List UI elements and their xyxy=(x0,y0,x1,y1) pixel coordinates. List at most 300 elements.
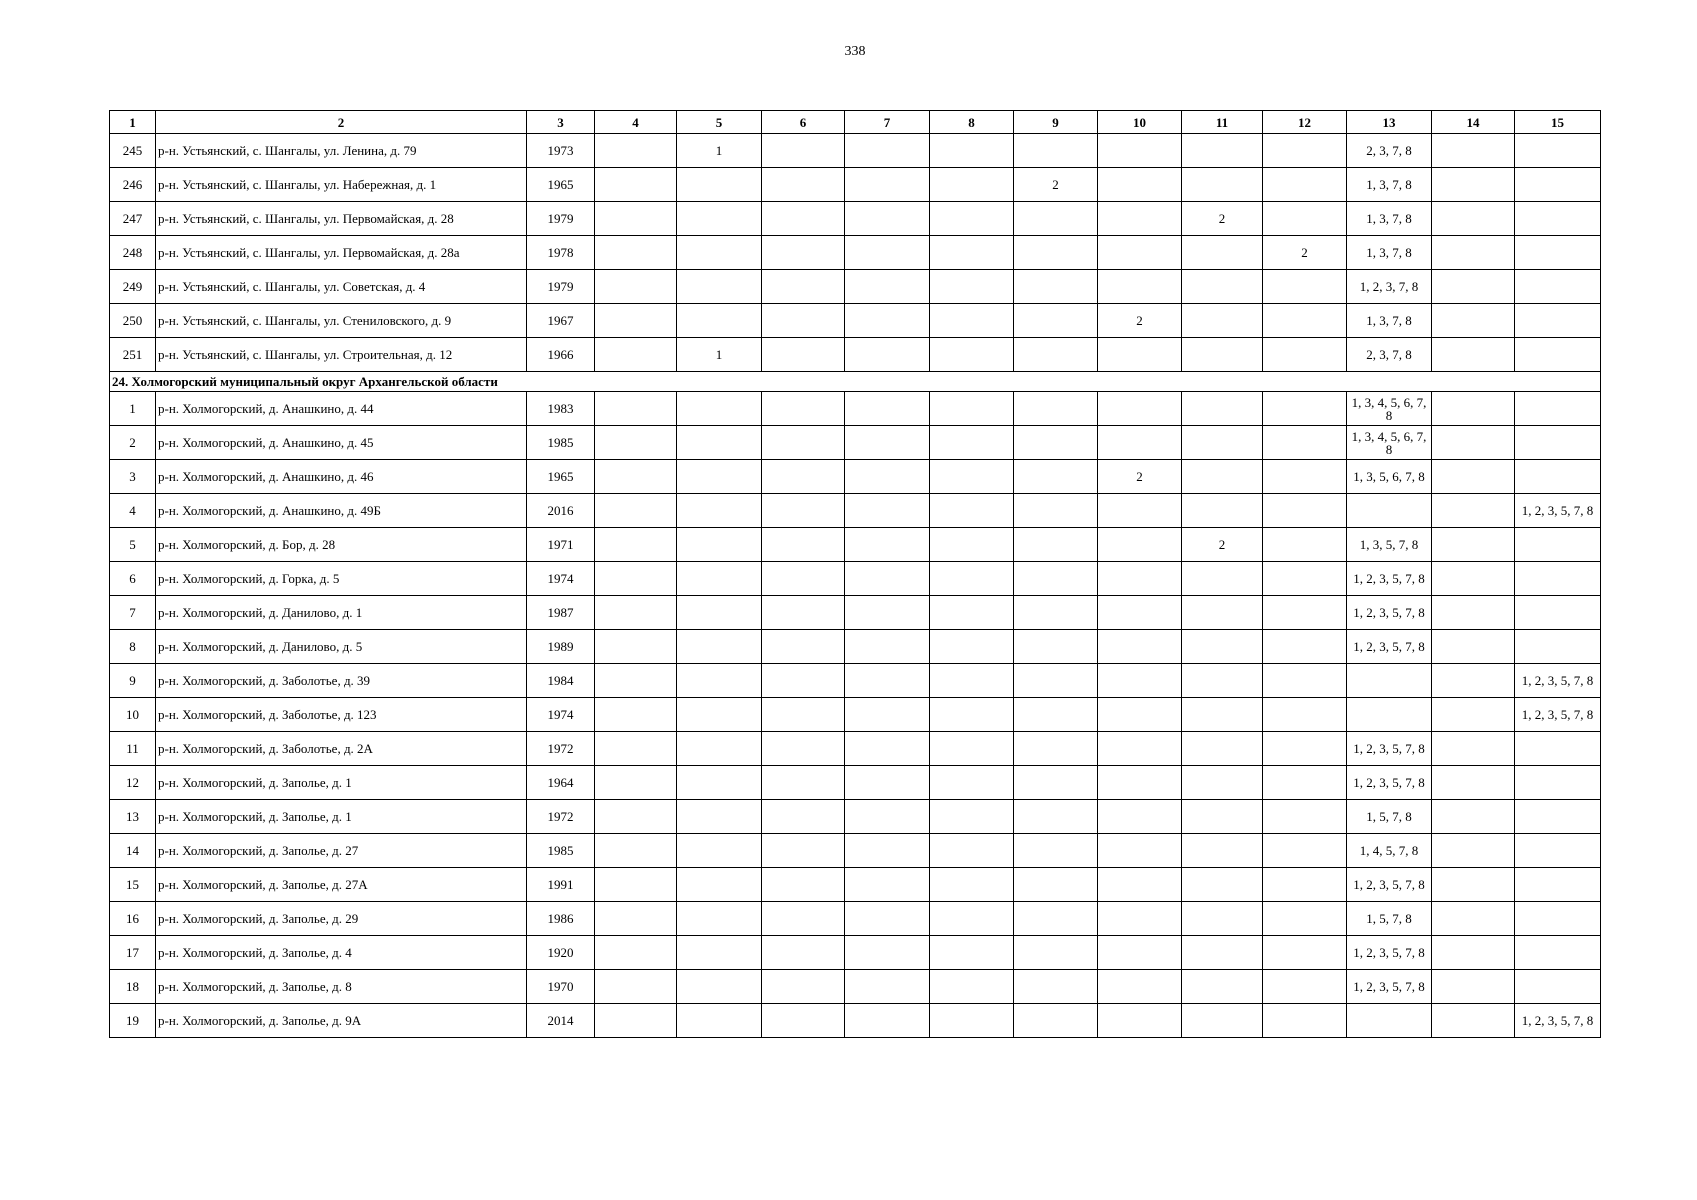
table-cell-13 xyxy=(1347,494,1432,528)
table-cell-15 xyxy=(1515,202,1601,236)
table-cell-3: 1920 xyxy=(527,936,595,970)
table-cell-5 xyxy=(677,236,762,270)
table-cell-4 xyxy=(595,426,677,460)
table-cell-7 xyxy=(845,338,930,372)
table-cell-3: 1985 xyxy=(527,834,595,868)
table-cell-10 xyxy=(1098,392,1182,426)
table-cell-6 xyxy=(762,168,845,202)
table-cell-11 xyxy=(1182,562,1263,596)
table-cell-8 xyxy=(930,426,1014,460)
table-cell-13: 1, 2, 3, 5, 7, 8 xyxy=(1347,596,1432,630)
table-cell-7 xyxy=(845,664,930,698)
table-cell-5 xyxy=(677,630,762,664)
table-cell-15 xyxy=(1515,936,1601,970)
table-row xyxy=(110,1004,1601,1038)
table-cell-14 xyxy=(1432,562,1515,596)
table-row xyxy=(110,902,1601,936)
table-cell-10 xyxy=(1098,596,1182,630)
column-header-12: 12 xyxy=(1263,111,1347,134)
table-cell-9 xyxy=(1014,732,1098,766)
table-cell-3: 1985 xyxy=(527,426,595,460)
table-cell-8 xyxy=(930,596,1014,630)
table-cell-10: 2 xyxy=(1098,304,1182,338)
table-cell-9 xyxy=(1014,304,1098,338)
table-cell-7 xyxy=(845,270,930,304)
table-cell-9 xyxy=(1014,236,1098,270)
table-cell-1: 19 xyxy=(110,1004,156,1038)
table-cell-1: 249 xyxy=(110,270,156,304)
table-cell-15 xyxy=(1515,596,1601,630)
table-cell-1: 8 xyxy=(110,630,156,664)
table-cell-15: 1, 2, 3, 5, 7, 8 xyxy=(1515,1004,1601,1038)
table-cell-14 xyxy=(1432,664,1515,698)
table-cell-15 xyxy=(1515,426,1601,460)
table-cell-3: 2016 xyxy=(527,494,595,528)
table-cell-6 xyxy=(762,270,845,304)
table-cell-9 xyxy=(1014,134,1098,168)
table-cell-14 xyxy=(1432,460,1515,494)
table-cell-4 xyxy=(595,868,677,902)
table-cell-12 xyxy=(1263,134,1347,168)
table-cell-14 xyxy=(1432,732,1515,766)
table-cell-4 xyxy=(595,800,677,834)
table-row xyxy=(110,304,1601,338)
table-cell-3: 1967 xyxy=(527,304,595,338)
section-header-row xyxy=(110,372,1601,392)
table-cell-6 xyxy=(762,134,845,168)
table-cell-14 xyxy=(1432,236,1515,270)
table-cell-12 xyxy=(1263,630,1347,664)
table-cell-2: р-н. Устьянский, с. Шангалы, ул. Стениловского, д. 9 xyxy=(156,304,527,338)
column-header-6: 6 xyxy=(762,111,845,134)
table-cell-4 xyxy=(595,630,677,664)
table-cell-6 xyxy=(762,630,845,664)
table-cell-5 xyxy=(677,766,762,800)
table-cell-9 xyxy=(1014,1004,1098,1038)
table-cell-10 xyxy=(1098,732,1182,766)
table-cell-3: 1986 xyxy=(527,902,595,936)
table-row xyxy=(110,766,1601,800)
table-cell-9 xyxy=(1014,834,1098,868)
table-cell-14 xyxy=(1432,168,1515,202)
table-cell-12: 2 xyxy=(1263,236,1347,270)
table-cell-14 xyxy=(1432,698,1515,732)
table-row xyxy=(110,868,1601,902)
table-cell-4 xyxy=(595,766,677,800)
table-cell-7 xyxy=(845,202,930,236)
table-row xyxy=(110,338,1601,372)
column-header-8: 8 xyxy=(930,111,1014,134)
table-cell-12 xyxy=(1263,494,1347,528)
table-cell-15 xyxy=(1515,868,1601,902)
table-cell-11 xyxy=(1182,970,1263,1004)
table-cell-12 xyxy=(1263,596,1347,630)
table-cell-11 xyxy=(1182,766,1263,800)
table-cell-8 xyxy=(930,936,1014,970)
table-cell-11 xyxy=(1182,630,1263,664)
table-cell-12 xyxy=(1263,732,1347,766)
table-cell-7 xyxy=(845,868,930,902)
table-cell-6 xyxy=(762,766,845,800)
table-cell-13 xyxy=(1347,1004,1432,1038)
table-cell-1: 14 xyxy=(110,834,156,868)
table-cell-3: 1974 xyxy=(527,698,595,732)
table-cell-13: 1, 5, 7, 8 xyxy=(1347,800,1432,834)
table-cell-5 xyxy=(677,936,762,970)
table-cell-1: 7 xyxy=(110,596,156,630)
table-cell-12 xyxy=(1263,868,1347,902)
table-cell-9 xyxy=(1014,664,1098,698)
table-cell-8 xyxy=(930,630,1014,664)
table-cell-6 xyxy=(762,902,845,936)
table-cell-7 xyxy=(845,562,930,596)
table-cell-12 xyxy=(1263,426,1347,460)
table-cell-10 xyxy=(1098,270,1182,304)
table-cell-4 xyxy=(595,494,677,528)
table-cell-15 xyxy=(1515,970,1601,1004)
table-cell-7 xyxy=(845,902,930,936)
column-header-5: 5 xyxy=(677,111,762,134)
table-row xyxy=(110,562,1601,596)
table-cell-8 xyxy=(930,392,1014,426)
table-cell-12 xyxy=(1263,834,1347,868)
table-row xyxy=(110,800,1601,834)
table-row xyxy=(110,732,1601,766)
section-title: 24. Холмогорский муниципальный округ Архангельской области xyxy=(110,372,1601,392)
table-cell-9 xyxy=(1014,936,1098,970)
table-cell-3: 1978 xyxy=(527,236,595,270)
table-cell-6 xyxy=(762,392,845,426)
table-cell-10 xyxy=(1098,168,1182,202)
table-cell-8 xyxy=(930,1004,1014,1038)
table-cell-6 xyxy=(762,562,845,596)
table-cell-14 xyxy=(1432,630,1515,664)
table-cell-7 xyxy=(845,494,930,528)
table-cell-2: р-н. Холмогорский, д. Анашкино, д. 46 xyxy=(156,460,527,494)
table-cell-13: 1, 3, 4, 5, 6, 7, 8 xyxy=(1347,392,1432,426)
table-cell-6 xyxy=(762,460,845,494)
table-cell-5 xyxy=(677,1004,762,1038)
table-cell-12 xyxy=(1263,338,1347,372)
table-cell-6 xyxy=(762,834,845,868)
table-cell-3: 1974 xyxy=(527,562,595,596)
table-row xyxy=(110,236,1601,270)
table-cell-9 xyxy=(1014,460,1098,494)
table-cell-5 xyxy=(677,460,762,494)
table-cell-15 xyxy=(1515,732,1601,766)
table-cell-1: 13 xyxy=(110,800,156,834)
table-cell-8 xyxy=(930,902,1014,936)
table-cell-14 xyxy=(1432,970,1515,1004)
table-cell-11 xyxy=(1182,460,1263,494)
table-cell-2: р-н. Холмогорский, д. Горка, д. 5 xyxy=(156,562,527,596)
table-cell-14 xyxy=(1432,338,1515,372)
table-cell-1: 10 xyxy=(110,698,156,732)
table-cell-2: р-н. Холмогорский, д. Данилово, д. 1 xyxy=(156,596,527,630)
table-cell-5 xyxy=(677,868,762,902)
table-cell-8 xyxy=(930,800,1014,834)
table-cell-10 xyxy=(1098,698,1182,732)
table-row xyxy=(110,596,1601,630)
table-row xyxy=(110,698,1601,732)
housing-register-table xyxy=(109,110,1601,1038)
table-cell-10 xyxy=(1098,338,1182,372)
table-cell-13: 1, 2, 3, 7, 8 xyxy=(1347,270,1432,304)
table-cell-6 xyxy=(762,732,845,766)
table-row xyxy=(110,936,1601,970)
table-cell-10 xyxy=(1098,664,1182,698)
table-cell-14 xyxy=(1432,494,1515,528)
table-cell-10: 2 xyxy=(1098,460,1182,494)
table-cell-2: р-н. Холмогорский, д. Анашкино, д. 44 xyxy=(156,392,527,426)
table-cell-15 xyxy=(1515,834,1601,868)
table-cell-1: 12 xyxy=(110,766,156,800)
table-cell-4 xyxy=(595,970,677,1004)
table-cell-1: 15 xyxy=(110,868,156,902)
table-cell-3: 1989 xyxy=(527,630,595,664)
table-cell-4 xyxy=(595,528,677,562)
table-cell-12 xyxy=(1263,902,1347,936)
table-row xyxy=(110,426,1601,460)
table-cell-13: 1, 2, 3, 5, 7, 8 xyxy=(1347,970,1432,1004)
table-cell-7 xyxy=(845,698,930,732)
table-cell-4 xyxy=(595,392,677,426)
table-cell-13: 1, 2, 3, 5, 7, 8 xyxy=(1347,868,1432,902)
table-cell-11 xyxy=(1182,270,1263,304)
table-cell-2: р-н. Устьянский, с. Шангалы, ул. Ленина, д. 79 xyxy=(156,134,527,168)
table-cell-3: 1965 xyxy=(527,168,595,202)
table-cell-7 xyxy=(845,528,930,562)
table-cell-10 xyxy=(1098,800,1182,834)
table-cell-6 xyxy=(762,868,845,902)
table-cell-6 xyxy=(762,936,845,970)
table-cell-12 xyxy=(1263,528,1347,562)
table-cell-1: 246 xyxy=(110,168,156,202)
table-cell-13 xyxy=(1347,698,1432,732)
table-cell-7 xyxy=(845,134,930,168)
table-cell-14 xyxy=(1432,1004,1515,1038)
table-cell-1: 11 xyxy=(110,732,156,766)
table-cell-12 xyxy=(1263,304,1347,338)
table-cell-2: р-н. Устьянский, с. Шангалы, ул. Первомайская, д. 28 xyxy=(156,202,527,236)
table-cell-6 xyxy=(762,426,845,460)
table-cell-12 xyxy=(1263,698,1347,732)
table-cell-2: р-н. Холмогорский, д. Заполье, д. 27А xyxy=(156,868,527,902)
table-cell-11 xyxy=(1182,494,1263,528)
table-cell-11 xyxy=(1182,426,1263,460)
table-cell-13: 2, 3, 7, 8 xyxy=(1347,134,1432,168)
table-cell-2: р-н. Холмогорский, д. Заполье, д. 8 xyxy=(156,970,527,1004)
table-cell-1: 1 xyxy=(110,392,156,426)
table-cell-7 xyxy=(845,766,930,800)
table-cell-9 xyxy=(1014,338,1098,372)
table-cell-11 xyxy=(1182,596,1263,630)
table-cell-11 xyxy=(1182,698,1263,732)
table-cell-12 xyxy=(1263,168,1347,202)
column-header-7: 7 xyxy=(845,111,930,134)
table-cell-5: 1 xyxy=(677,134,762,168)
table-cell-14 xyxy=(1432,426,1515,460)
table-cell-7 xyxy=(845,304,930,338)
table-cell-12 xyxy=(1263,766,1347,800)
table-cell-10 xyxy=(1098,630,1182,664)
table-cell-11 xyxy=(1182,168,1263,202)
table-cell-8 xyxy=(930,304,1014,338)
table-cell-12 xyxy=(1263,562,1347,596)
table-cell-10 xyxy=(1098,236,1182,270)
table-cell-6 xyxy=(762,698,845,732)
header-row xyxy=(110,111,1601,134)
table-cell-2: р-н. Холмогорский, д. Заполье, д. 4 xyxy=(156,936,527,970)
table-cell-4 xyxy=(595,338,677,372)
table-cell-9 xyxy=(1014,392,1098,426)
table-cell-5 xyxy=(677,392,762,426)
column-header-3: 3 xyxy=(527,111,595,134)
table-cell-15 xyxy=(1515,902,1601,936)
table-cell-15 xyxy=(1515,800,1601,834)
table-cell-1: 245 xyxy=(110,134,156,168)
table-row xyxy=(110,664,1601,698)
table-cell-8 xyxy=(930,236,1014,270)
table-cell-14 xyxy=(1432,528,1515,562)
table-cell-15 xyxy=(1515,270,1601,304)
table-cell-2: р-н. Холмогорский, д. Заполье, д. 1 xyxy=(156,766,527,800)
table-cell-2: р-н. Холмогорский, д. Бор, д. 28 xyxy=(156,528,527,562)
table-cell-13: 1, 3, 7, 8 xyxy=(1347,236,1432,270)
table-cell-3: 1987 xyxy=(527,596,595,630)
table-cell-14 xyxy=(1432,596,1515,630)
table-cell-15 xyxy=(1515,766,1601,800)
table-cell-5 xyxy=(677,902,762,936)
table-cell-10 xyxy=(1098,494,1182,528)
table-cell-3: 1972 xyxy=(527,732,595,766)
table-cell-12 xyxy=(1263,800,1347,834)
table-cell-5 xyxy=(677,698,762,732)
table-cell-7 xyxy=(845,426,930,460)
table-cell-12 xyxy=(1263,270,1347,304)
column-header-11: 11 xyxy=(1182,111,1263,134)
table-cell-2: р-н. Устьянский, с. Шангалы, ул. Набережная, д. 1 xyxy=(156,168,527,202)
table-cell-10 xyxy=(1098,562,1182,596)
table-cell-11 xyxy=(1182,664,1263,698)
table-row xyxy=(110,460,1601,494)
table-cell-13: 1, 2, 3, 5, 7, 8 xyxy=(1347,732,1432,766)
table-cell-9 xyxy=(1014,528,1098,562)
column-header-10: 10 xyxy=(1098,111,1182,134)
table-cell-3: 1973 xyxy=(527,134,595,168)
table-cell-6 xyxy=(762,800,845,834)
table-cell-8 xyxy=(930,664,1014,698)
table-cell-13: 1, 4, 5, 7, 8 xyxy=(1347,834,1432,868)
table-cell-11: 2 xyxy=(1182,528,1263,562)
table-cell-15: 1, 2, 3, 5, 7, 8 xyxy=(1515,664,1601,698)
table-row xyxy=(110,168,1601,202)
table-cell-14 xyxy=(1432,868,1515,902)
table-cell-13: 1, 2, 3, 5, 7, 8 xyxy=(1347,766,1432,800)
table-cell-7 xyxy=(845,392,930,426)
table-cell-15 xyxy=(1515,460,1601,494)
table-cell-11 xyxy=(1182,868,1263,902)
table-cell-2: р-н. Холмогорский, д. Анашкино, д. 45 xyxy=(156,426,527,460)
table-cell-6 xyxy=(762,1004,845,1038)
table-cell-10 xyxy=(1098,426,1182,460)
table-cell-13: 1, 2, 3, 5, 7, 8 xyxy=(1347,630,1432,664)
column-header-4: 4 xyxy=(595,111,677,134)
table-cell-2: р-н. Холмогорский, д. Заболотье, д. 123 xyxy=(156,698,527,732)
table-cell-6 xyxy=(762,236,845,270)
table-cell-3: 1965 xyxy=(527,460,595,494)
table-cell-11 xyxy=(1182,732,1263,766)
table-cell-5 xyxy=(677,168,762,202)
table-row xyxy=(110,528,1601,562)
table-cell-8 xyxy=(930,460,1014,494)
table-cell-5 xyxy=(677,970,762,1004)
table-cell-9 xyxy=(1014,562,1098,596)
table-cell-11 xyxy=(1182,936,1263,970)
table-cell-1: 251 xyxy=(110,338,156,372)
table-cell-10 xyxy=(1098,766,1182,800)
table-cell-15 xyxy=(1515,392,1601,426)
table-cell-9 xyxy=(1014,902,1098,936)
table-cell-4 xyxy=(595,236,677,270)
table-cell-14 xyxy=(1432,134,1515,168)
table-cell-8 xyxy=(930,698,1014,732)
table-cell-3: 1979 xyxy=(527,202,595,236)
table-cell-11 xyxy=(1182,304,1263,338)
table-cell-6 xyxy=(762,596,845,630)
table-cell-13: 1, 3, 5, 7, 8 xyxy=(1347,528,1432,562)
table-cell-2: р-н. Холмогорский, д. Заполье, д. 27 xyxy=(156,834,527,868)
table-cell-9 xyxy=(1014,426,1098,460)
table-cell-3: 2014 xyxy=(527,1004,595,1038)
table-cell-2: р-н. Холмогорский, д. Заполье, д. 9А xyxy=(156,1004,527,1038)
table-cell-11 xyxy=(1182,236,1263,270)
table-cell-5 xyxy=(677,304,762,338)
table-cell-1: 248 xyxy=(110,236,156,270)
table-cell-4 xyxy=(595,936,677,970)
table-cell-3: 1972 xyxy=(527,800,595,834)
table-cell-4 xyxy=(595,202,677,236)
table-cell-2: р-н. Холмогорский, д. Данилово, д. 5 xyxy=(156,630,527,664)
table-cell-12 xyxy=(1263,202,1347,236)
table-cell-14 xyxy=(1432,902,1515,936)
table-cell-5 xyxy=(677,202,762,236)
table-cell-5 xyxy=(677,800,762,834)
table-cell-9 xyxy=(1014,868,1098,902)
table-cell-1: 247 xyxy=(110,202,156,236)
table-cell-7 xyxy=(845,596,930,630)
table-cell-3: 1983 xyxy=(527,392,595,426)
table-cell-14 xyxy=(1432,202,1515,236)
table-cell-1: 250 xyxy=(110,304,156,338)
table-cell-6 xyxy=(762,494,845,528)
table-cell-15 xyxy=(1515,562,1601,596)
table-cell-2: р-н. Холмогорский, д. Анашкино, д. 49Б xyxy=(156,494,527,528)
table-cell-8 xyxy=(930,338,1014,372)
table-cell-9 xyxy=(1014,630,1098,664)
table-row xyxy=(110,494,1601,528)
table-cell-3: 1979 xyxy=(527,270,595,304)
table-cell-8 xyxy=(930,270,1014,304)
table-row xyxy=(110,392,1601,426)
table-cell-8 xyxy=(930,168,1014,202)
table-cell-10 xyxy=(1098,868,1182,902)
table-cell-15: 1, 2, 3, 5, 7, 8 xyxy=(1515,494,1601,528)
table-cell-13: 1, 3, 7, 8 xyxy=(1347,202,1432,236)
page-number: 338 xyxy=(844,44,866,59)
table-cell-7 xyxy=(845,168,930,202)
table-row xyxy=(110,202,1601,236)
